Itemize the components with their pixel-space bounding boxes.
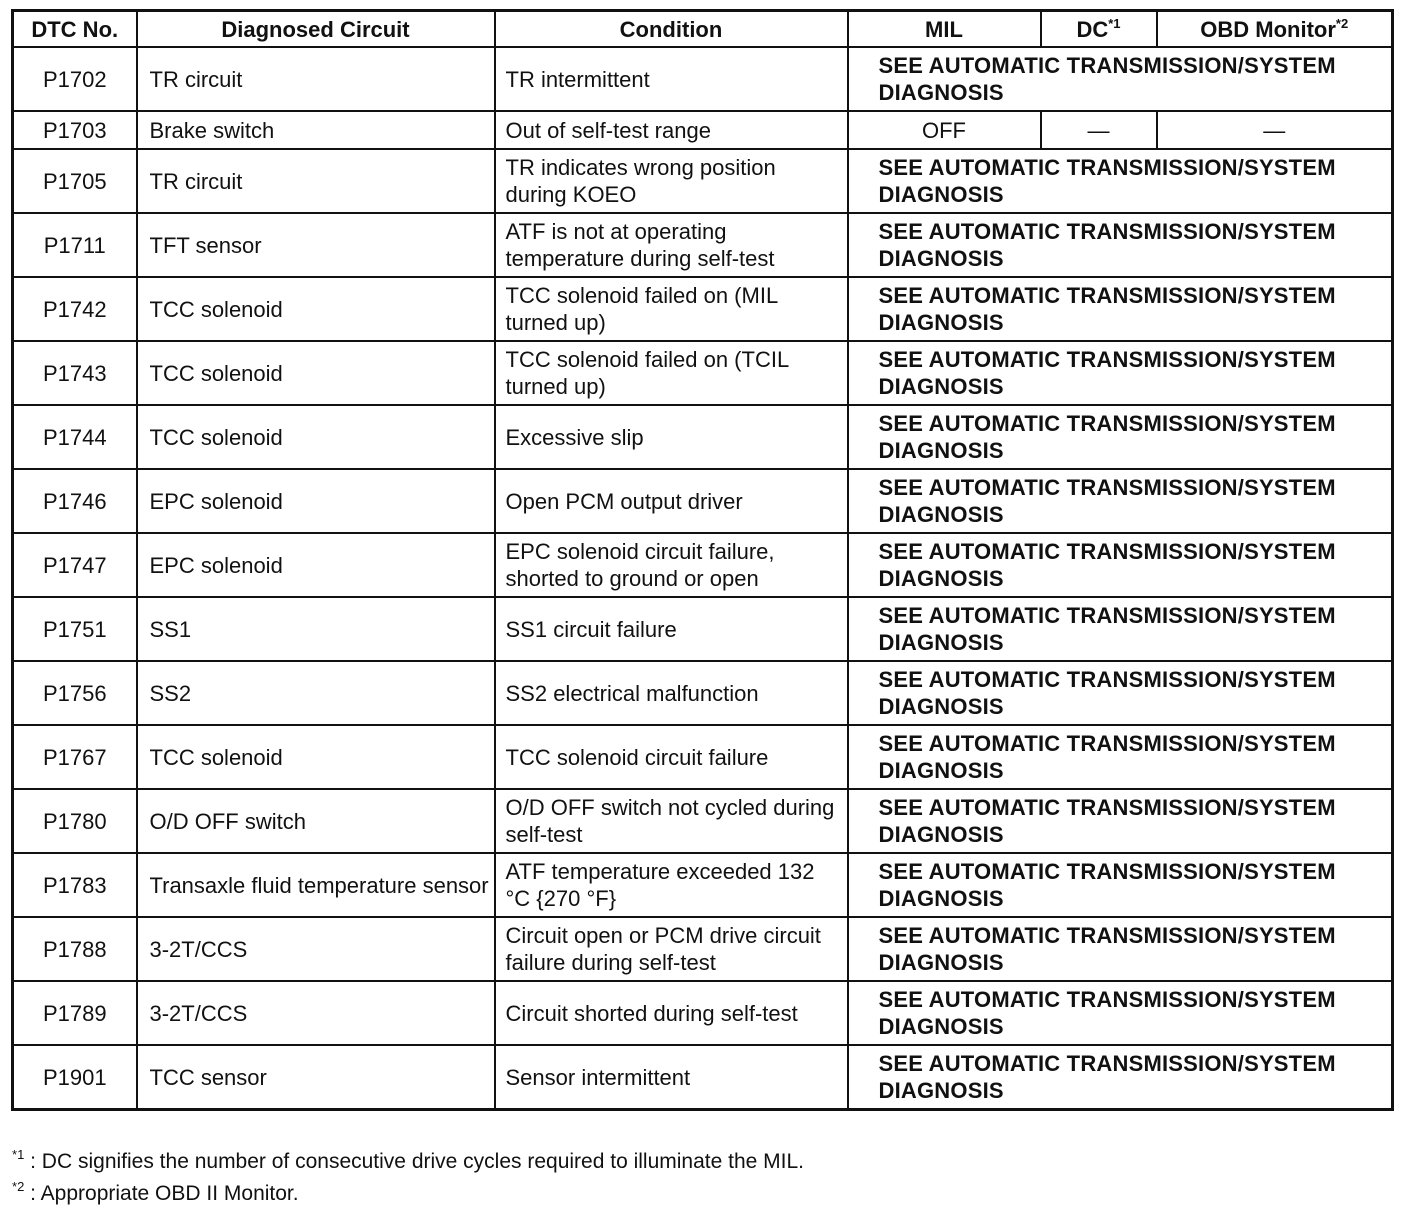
header-condition: Condition bbox=[495, 11, 848, 48]
header-dc-footnote-mark: *1 bbox=[1108, 15, 1121, 31]
footnote-2-asterisk: * bbox=[12, 1179, 18, 1194]
see-reference: SEE AUTOMATIC TRANSMISSION/SYSTEM DIAGNOSIS bbox=[848, 725, 1393, 789]
condition: Sensor intermittent bbox=[495, 1045, 848, 1110]
dtc-code: P1901 bbox=[13, 1045, 137, 1110]
diagnosed-circuit: TFT sensor bbox=[137, 213, 495, 277]
table-row bbox=[13, 725, 1393, 789]
condition: TR indicates wrong position during KOEO bbox=[495, 149, 848, 213]
condition: ATF is not at operating temperature during self-test bbox=[495, 213, 848, 277]
condition: ATF temperature exceeded 132 °C {270 °F} bbox=[495, 853, 848, 917]
table-row bbox=[13, 597, 1393, 661]
condition: Out of self-test range bbox=[495, 111, 848, 149]
condition: TCC solenoid circuit failure bbox=[495, 725, 848, 789]
condition: Excessive slip bbox=[495, 405, 848, 469]
see-reference: SEE AUTOMATIC TRANSMISSION/SYSTEM DIAGNOSIS bbox=[848, 789, 1393, 853]
diagnosed-circuit: O/D OFF switch bbox=[137, 789, 495, 853]
header-obd-monitor-footnote-mark: *2 bbox=[1335, 15, 1349, 31]
condition: Open PCM output driver bbox=[495, 469, 848, 533]
diagnosed-circuit: TCC solenoid bbox=[137, 405, 495, 469]
header-dc-label: DC bbox=[1076, 16, 1109, 42]
table-row bbox=[13, 469, 1393, 533]
header-row bbox=[13, 11, 1393, 48]
dtc-code: P1780 bbox=[13, 789, 137, 853]
see-reference: SEE AUTOMATIC TRANSMISSION/SYSTEM DIAGNOSIS bbox=[848, 277, 1393, 341]
diagnosed-circuit: TCC solenoid bbox=[137, 725, 495, 789]
diagnosed-circuit: TR circuit bbox=[137, 47, 495, 111]
see-reference: SEE AUTOMATIC TRANSMISSION/SYSTEM DIAGNOSIS bbox=[848, 533, 1393, 597]
table-row bbox=[13, 661, 1393, 725]
diagnosed-circuit: 3-2T/CCS bbox=[137, 981, 495, 1045]
dtc-code: P1747 bbox=[13, 533, 137, 597]
condition: TR intermittent bbox=[495, 47, 848, 111]
dtc-code: P1783 bbox=[13, 853, 137, 917]
see-reference: SEE AUTOMATIC TRANSMISSION/SYSTEM DIAGNOSIS bbox=[848, 405, 1393, 469]
table-row bbox=[13, 1045, 1393, 1110]
dtc-code: P1746 bbox=[13, 469, 137, 533]
dtc-code: P1702 bbox=[13, 47, 137, 111]
table-row bbox=[13, 277, 1393, 341]
header-obd-monitor bbox=[1157, 11, 1393, 48]
dtc-code: P1789 bbox=[13, 981, 137, 1045]
dtc-code: P1744 bbox=[13, 405, 137, 469]
header-obd-monitor-label: OBD Monitor bbox=[1200, 16, 1336, 42]
dtc-code: P1711 bbox=[13, 213, 137, 277]
table-row bbox=[13, 533, 1393, 597]
condition: Circuit open or PCM drive circuit failure during self-test bbox=[495, 917, 848, 981]
footnote-2-mark bbox=[12, 1179, 25, 1205]
condition: TCC solenoid failed on (MIL turned up) bbox=[495, 277, 848, 341]
footnote-2 bbox=[12, 1178, 804, 1210]
table-row bbox=[13, 149, 1393, 213]
header-dtc-no: DTC No. bbox=[13, 11, 137, 48]
diagnosed-circuit: SS2 bbox=[137, 661, 495, 725]
diagnosed-circuit: Transaxle fluid temperature sensor bbox=[137, 853, 495, 917]
header-diagnosed-circuit: Diagnosed Circuit bbox=[137, 11, 495, 48]
see-reference: SEE AUTOMATIC TRANSMISSION/SYSTEM DIAGNOSIS bbox=[848, 213, 1393, 277]
diagnosed-circuit: Brake switch bbox=[137, 111, 495, 149]
header-dc bbox=[1041, 11, 1157, 48]
see-reference: SEE AUTOMATIC TRANSMISSION/SYSTEM DIAGNOSIS bbox=[848, 661, 1393, 725]
diagnosed-circuit: EPC solenoid bbox=[137, 469, 495, 533]
condition: EPC solenoid circuit failure, shorted to ground or open bbox=[495, 533, 848, 597]
table-row bbox=[13, 213, 1393, 277]
footnote-2-number: 2 bbox=[17, 1179, 25, 1194]
see-reference: SEE AUTOMATIC TRANSMISSION/SYSTEM DIAGNOSIS bbox=[848, 597, 1393, 661]
obd-monitor-value: — bbox=[1157, 111, 1393, 149]
table-row bbox=[13, 789, 1393, 853]
diagnosed-circuit: TCC sensor bbox=[137, 1045, 495, 1110]
see-reference: SEE AUTOMATIC TRANSMISSION/SYSTEM DIAGNOSIS bbox=[848, 341, 1393, 405]
diagnosed-circuit: EPC solenoid bbox=[137, 533, 495, 597]
dtc-table bbox=[11, 9, 1394, 1111]
footnote-1 bbox=[12, 1146, 804, 1178]
footnotes bbox=[12, 1146, 804, 1210]
see-reference: SEE AUTOMATIC TRANSMISSION/SYSTEM DIAGNOSIS bbox=[848, 981, 1393, 1045]
table-row bbox=[13, 405, 1393, 469]
dtc-code: P1756 bbox=[13, 661, 137, 725]
condition: O/D OFF switch not cycled during self-test bbox=[495, 789, 848, 853]
footnote-1-text: : DC signifies the number of consecutive drive cycles required to illuminate the MIL. bbox=[30, 1150, 804, 1173]
condition: SS2 electrical malfunction bbox=[495, 661, 848, 725]
header-mil: MIL bbox=[848, 11, 1041, 48]
dc-value: — bbox=[1041, 111, 1157, 149]
table-row bbox=[13, 47, 1393, 111]
see-reference: SEE AUTOMATIC TRANSMISSION/SYSTEM DIAGNOSIS bbox=[848, 917, 1393, 981]
dtc-code: P1767 bbox=[13, 725, 137, 789]
footnote-1-asterisk: * bbox=[12, 1147, 18, 1162]
see-reference: SEE AUTOMATIC TRANSMISSION/SYSTEM DIAGNOSIS bbox=[848, 47, 1393, 111]
diagnosed-circuit: TCC solenoid bbox=[137, 341, 495, 405]
table-row bbox=[13, 111, 1393, 149]
dtc-code: P1703 bbox=[13, 111, 137, 149]
dtc-code: P1751 bbox=[13, 597, 137, 661]
diagnosed-circuit: SS1 bbox=[137, 597, 495, 661]
dtc-code: P1788 bbox=[13, 917, 137, 981]
table-row bbox=[13, 981, 1393, 1045]
dtc-code: P1743 bbox=[13, 341, 137, 405]
diagnosed-circuit: TCC solenoid bbox=[137, 277, 495, 341]
condition: SS1 circuit failure bbox=[495, 597, 848, 661]
dtc-code: P1742 bbox=[13, 277, 137, 341]
diagnosed-circuit: 3-2T/CCS bbox=[137, 917, 495, 981]
see-reference: SEE AUTOMATIC TRANSMISSION/SYSTEM DIAGNOSIS bbox=[848, 1045, 1393, 1110]
diagnosed-circuit: TR circuit bbox=[137, 149, 495, 213]
condition: Circuit shorted during self-test bbox=[495, 981, 848, 1045]
condition: TCC solenoid failed on (TCIL turned up) bbox=[495, 341, 848, 405]
footnote-1-mark bbox=[12, 1147, 25, 1173]
see-reference: SEE AUTOMATIC TRANSMISSION/SYSTEM DIAGNOSIS bbox=[848, 149, 1393, 213]
dtc-code: P1705 bbox=[13, 149, 137, 213]
footnote-2-text: : Appropriate OBD II Monitor. bbox=[30, 1182, 299, 1205]
table-row bbox=[13, 917, 1393, 981]
see-reference: SEE AUTOMATIC TRANSMISSION/SYSTEM DIAGNOSIS bbox=[848, 853, 1393, 917]
footnote-1-number: 1 bbox=[17, 1147, 25, 1162]
table-row bbox=[13, 853, 1393, 917]
table-row bbox=[13, 341, 1393, 405]
mil-value: OFF bbox=[848, 111, 1041, 149]
see-reference: SEE AUTOMATIC TRANSMISSION/SYSTEM DIAGNOSIS bbox=[848, 469, 1393, 533]
